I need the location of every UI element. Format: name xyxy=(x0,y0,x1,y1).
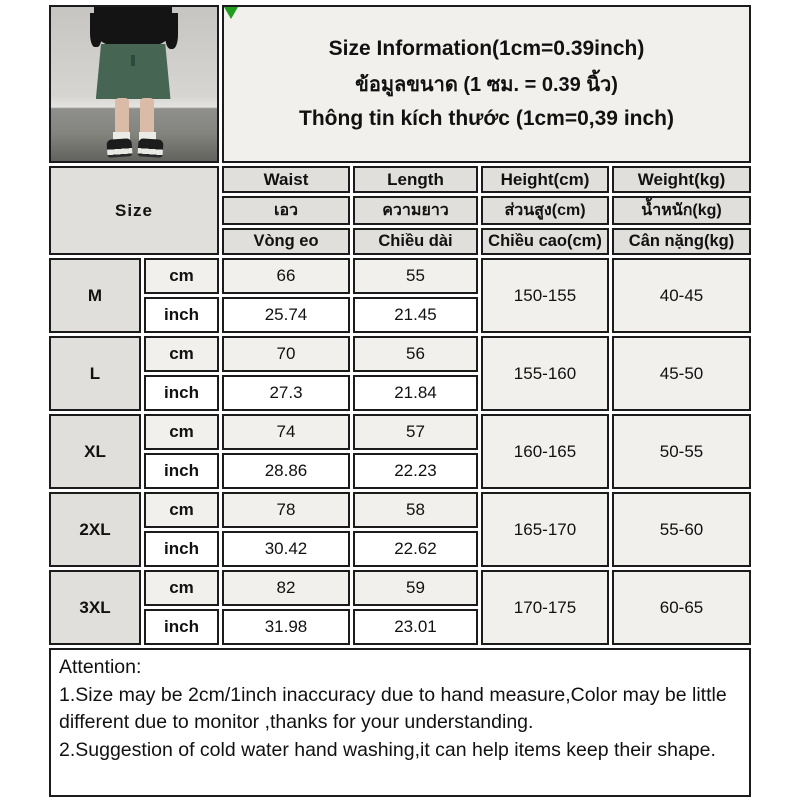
length-inch-value: 22.23 xyxy=(353,453,478,489)
size-label-3xl: 3XL xyxy=(49,570,141,645)
col-header-height-th: ส่วนสูง(cm) xyxy=(481,196,609,225)
col-header-weight-th: น้ำหนัก(kg) xyxy=(612,196,751,225)
attention-note-2: 2.Suggestion of cold water hand washing,it can help items keep their shape. xyxy=(59,739,716,762)
waist-inch-value: 30.42 xyxy=(222,531,350,567)
unit-label-cm: cm xyxy=(144,414,219,450)
waist-inch-value: 28.86 xyxy=(222,453,350,489)
height-range: 155-160 xyxy=(481,336,609,411)
product-photo xyxy=(51,7,217,161)
waist-cm-value: 74 xyxy=(222,414,350,450)
col-header-length-vi: Chiều dài xyxy=(353,228,478,255)
waist-inch-value: 25.74 xyxy=(222,297,350,333)
length-cm-value: 56 xyxy=(353,336,478,372)
size-chart-sheet xyxy=(46,2,754,797)
col-header-waist-en: Waist xyxy=(222,166,350,193)
size-label-m: M xyxy=(49,258,141,333)
title-thai: ข้อมูลขนาด (1 ซม. = 0.39 นิ้ว) xyxy=(355,74,618,96)
col-header-waist-vi: Vòng eo xyxy=(222,228,350,255)
waist-cm-value: 66 xyxy=(222,258,350,294)
length-cm-value: 57 xyxy=(353,414,478,450)
title-cell xyxy=(222,5,751,163)
unit-label-cm: cm xyxy=(144,336,219,372)
height-range: 165-170 xyxy=(481,492,609,567)
weight-range: 40-45 xyxy=(612,258,751,333)
size-label-xl: XL xyxy=(49,414,141,489)
arm-shape xyxy=(165,13,178,48)
col-header-length-th: ความยาว xyxy=(353,196,478,225)
waist-inch-value: 27.3 xyxy=(222,375,350,411)
size-header: Size xyxy=(49,166,219,255)
shorts-shape xyxy=(96,44,171,99)
tshirt-shape xyxy=(94,7,172,49)
unit-label-inch: inch xyxy=(144,297,219,333)
product-photo-cell xyxy=(49,5,219,163)
unit-label-cm: cm xyxy=(144,570,219,606)
unit-label-inch: inch xyxy=(144,453,219,489)
weight-range: 55-60 xyxy=(612,492,751,567)
unit-label-inch: inch xyxy=(144,531,219,567)
size-label-2xl: 2XL xyxy=(49,492,141,567)
col-header-height-vi: Chiều cao(cm) xyxy=(481,228,609,255)
unit-label-cm: cm xyxy=(144,258,219,294)
waist-inch-value: 31.98 xyxy=(222,609,350,645)
attention-note-1: 1.Size may be 2cm/1inch inaccuracy due to hand measure,Color may be little different due to monitor ,thanks for your understanding. xyxy=(59,683,727,734)
height-range: 150-155 xyxy=(481,258,609,333)
drawstring-shape xyxy=(131,55,135,66)
corner-marker-icon xyxy=(224,7,238,19)
col-header-height-en: Height(cm) xyxy=(481,166,609,193)
col-header-length-en: Length xyxy=(353,166,478,193)
length-inch-value: 21.84 xyxy=(353,375,478,411)
col-header-weight-vi: Cân nặng(kg) xyxy=(612,228,751,255)
height-range: 170-175 xyxy=(481,570,609,645)
title-english: Size Information(1cm=0.39inch) xyxy=(328,37,645,60)
waist-cm-value: 70 xyxy=(222,336,350,372)
sneaker-shape xyxy=(106,139,132,159)
length-inch-value: 21.45 xyxy=(353,297,478,333)
attention-heading: Attention: xyxy=(59,656,142,678)
length-cm-value: 55 xyxy=(353,258,478,294)
weight-range: 50-55 xyxy=(612,414,751,489)
col-header-waist-th: เอว xyxy=(222,196,350,225)
waist-cm-value: 78 xyxy=(222,492,350,528)
weight-range: 60-65 xyxy=(612,570,751,645)
size-table xyxy=(46,2,754,648)
length-inch-value: 22.62 xyxy=(353,531,478,567)
waist-cm-value: 82 xyxy=(222,570,350,606)
length-inch-value: 23.01 xyxy=(353,609,478,645)
weight-range: 45-50 xyxy=(612,336,751,411)
col-header-weight-en: Weight(kg) xyxy=(612,166,751,193)
unit-label-inch: inch xyxy=(144,375,219,411)
attention-box xyxy=(49,648,751,797)
length-cm-value: 58 xyxy=(353,492,478,528)
unit-label-cm: cm xyxy=(144,492,219,528)
height-range: 160-165 xyxy=(481,414,609,489)
sneaker-shape xyxy=(138,139,164,159)
title-vietnamese: Thông tin kích thước (1cm=0,39 inch) xyxy=(299,107,674,130)
unit-label-inch: inch xyxy=(144,609,219,645)
length-cm-value: 59 xyxy=(353,570,478,606)
size-label-l: L xyxy=(49,336,141,411)
arm-shape xyxy=(90,13,102,47)
